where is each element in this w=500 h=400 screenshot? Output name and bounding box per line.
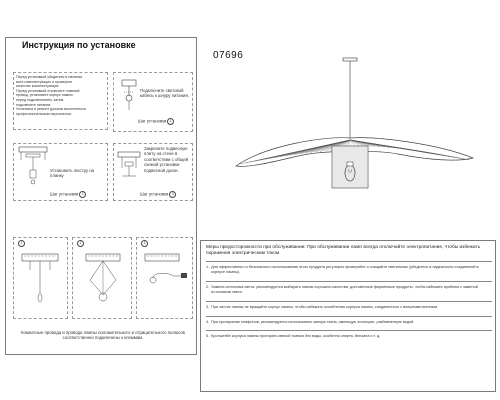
precaution-item (206, 265, 492, 275)
safety-note-box (13, 72, 108, 130)
precautions-separator (206, 301, 492, 302)
step-one-illustration (118, 78, 140, 118)
safety-note-line: Перед установкой убедитесь в наличии (16, 75, 83, 79)
step-three-text: Закрепите подвесную плиту на стене в соответствии с общей схемой установки подвесной доски. (144, 146, 189, 173)
step-label-text: Шаг установки (50, 191, 79, 197)
precaution-item (206, 320, 492, 325)
step-label-text: Шаг установки (140, 191, 169, 197)
safety-note-line: Перед установкой отключите главный (16, 88, 80, 93)
wiring-diagram-three (139, 250, 191, 315)
precaution-item (206, 305, 492, 310)
page-title: Инструкция по установке (22, 40, 136, 50)
step-one-text: Подключите световой кабель к шнуру питания. (140, 88, 189, 99)
precaution-text: Замена источника света: рекомендуется выбирать лампы хорошего качества, долговечные фирменные продукты, чтобы избежать проблем с заменой источников света. (211, 284, 478, 294)
wiring-caption: Комнатные провода и провода лампы положительного и отрицательного полюсов соответственно подключены к клеммам. (21, 330, 185, 341)
step-number-badge: 2 (79, 191, 86, 198)
step-three-illustration (116, 150, 142, 186)
precautions-separator (206, 330, 492, 331)
precautions-separator (206, 316, 492, 317)
step-number-badge: 1 (167, 118, 174, 125)
safety-note-line: качество комплектующих. (16, 84, 60, 89)
precaution-number: 3. (206, 304, 210, 309)
safety-note-line: профессиональным персоналом. (16, 111, 72, 116)
precautions-list (206, 265, 492, 339)
chandelier-drawing (228, 58, 488, 208)
model-number: 07696 (213, 50, 244, 61)
safety-note-line: подключите питание. (16, 102, 52, 107)
step-two-text: Установить люстру на планку (50, 168, 95, 179)
step-one-label (138, 118, 174, 125)
precaution-text: Для эффективного и безопасного использования этого продукта регулярно проверяйте и очищайте светильник (убедитесь в надежности соединений в корпусе лампы). (211, 265, 479, 274)
precaution-text: При чистке лампы не вращайте корпус лампы, чтобы избежать ослабления корпуса лампы, соединенного с внешними винтами. (211, 304, 439, 309)
precaution-number: 1. (206, 265, 210, 269)
wiring-diagram-two (76, 250, 131, 315)
precautions-title: Меры предосторожности при обслуживании: При обслуживании ламп всегда отключайте электропитание, чтобы избежать поражения электрическим током (206, 245, 481, 256)
panel-number-badge: 2 (77, 240, 84, 247)
step-two-label (50, 191, 86, 198)
panel-number-badge: 1 (18, 240, 25, 247)
step-label-text: Шаг установки (138, 118, 167, 124)
precaution-text: Кронштейн корпуса лампы протирать мягкой тканью без воды, особенно спирта, бензина и т. д. (211, 334, 381, 339)
precautions-divider (206, 261, 492, 262)
precaution-number: 4. (206, 319, 210, 324)
safety-note-line: всех комплектующих и проверьте (16, 79, 73, 84)
precaution-number: 5. (206, 334, 210, 339)
safety-note-line: Установка и ремонт должны выполняться (16, 107, 86, 112)
safety-note-line: перед подключением, затем (16, 97, 64, 102)
wiring-diagram-one (16, 250, 66, 315)
precaution-item (206, 334, 492, 339)
panel-number-badge: 3 (141, 240, 148, 247)
precautions-separator (206, 281, 492, 282)
step-three-label (140, 191, 176, 198)
safety-note-line: провод, установите корпус лампы (16, 93, 73, 98)
precaution-number: 2. (206, 284, 210, 289)
step-two-illustration (18, 146, 48, 191)
precaution-text: При протирании плафонов, рекомендуется использовать мягкую ткань, имеющую эссенцию, разбавленную водой. (211, 319, 415, 324)
precaution-item (206, 285, 492, 295)
step-number-badge: 3 (169, 191, 176, 198)
